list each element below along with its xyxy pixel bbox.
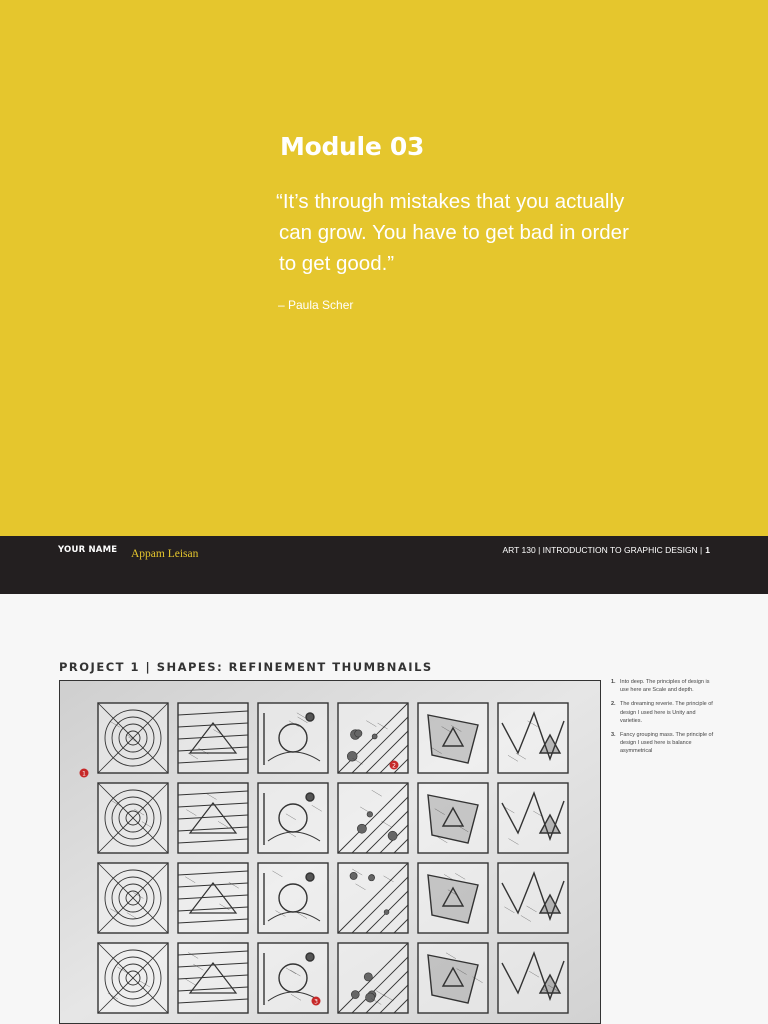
thumbnail-sketch xyxy=(258,783,328,853)
thumbnail-sketch xyxy=(418,783,488,853)
selection-marker-number: 2 xyxy=(392,762,396,770)
thumbnail-sketch xyxy=(98,783,168,853)
quote-author: – Paula Scher xyxy=(278,298,354,312)
project-subtitle: | SHAPES: REFINEMENT THUMBNAILS xyxy=(139,659,433,674)
quote-line: to get good.” xyxy=(279,252,395,275)
selection-marker-number: 1 xyxy=(82,770,86,778)
thumbnail-sketch xyxy=(178,943,248,1013)
quote-line: “It’s through mistakes that you actually xyxy=(276,190,625,213)
thumbnail-sketch xyxy=(338,943,408,1013)
student-name: Appam Leisan xyxy=(131,548,199,560)
note-number: 1. xyxy=(611,679,616,685)
course-title: ART 130 | INTRODUCTION TO GRAPHIC DESIGN | xyxy=(502,545,703,555)
thumbnail-sketch xyxy=(338,783,408,853)
project-heading xyxy=(59,660,433,674)
thumbnail-sketch xyxy=(98,703,168,773)
note-item xyxy=(611,731,715,756)
note-item xyxy=(611,700,715,725)
note-text: Into deep. The principles of design is use here are Scale and depth. xyxy=(620,679,710,694)
thumbnail-sketch xyxy=(98,863,168,933)
thumbnail-sketch xyxy=(338,863,408,933)
thumbnail-sketch xyxy=(178,703,248,773)
page-number: 1 xyxy=(705,545,710,555)
note-text: Fancy grouping mass. The principle of design I used here is balance asymmetrical xyxy=(620,732,714,755)
thumbnail-sketch xyxy=(418,863,488,933)
note-text: The dreaming reverie. The principle of design I used here is Unity and varieties. xyxy=(620,701,713,724)
thumbnail-sketch xyxy=(498,943,568,1013)
note-number: 2. xyxy=(611,701,616,708)
thumbnail-sketch xyxy=(498,783,568,853)
note-item xyxy=(611,678,715,694)
thumbnail-sketch xyxy=(418,703,488,773)
thumbnail-sketch-grid xyxy=(60,681,600,1023)
course-page-label xyxy=(502,545,710,555)
selection-marker-number: 3 xyxy=(314,998,318,1006)
thumbnail-sketch xyxy=(178,863,248,933)
thumbnail-sketch xyxy=(498,703,568,773)
thumbnail-sketch xyxy=(418,943,488,1013)
thumbnail-sketch xyxy=(258,703,328,773)
thumbnail-sketch xyxy=(258,863,328,933)
module-title: Module 03 xyxy=(280,132,425,161)
module-quote xyxy=(276,186,676,279)
project-number: PROJECT 1 xyxy=(59,659,140,674)
thumbnail-sketch xyxy=(498,863,568,933)
your-name-label: YOUR NAME xyxy=(58,545,118,555)
thumbnail-sketches-image xyxy=(59,680,601,1024)
thumbnail-sketch xyxy=(178,783,248,853)
quote-line: can grow. You have to get bad in order xyxy=(279,221,629,244)
notes-list xyxy=(611,678,715,762)
note-number: 3. xyxy=(611,732,616,739)
thumbnail-sketch xyxy=(98,943,168,1013)
